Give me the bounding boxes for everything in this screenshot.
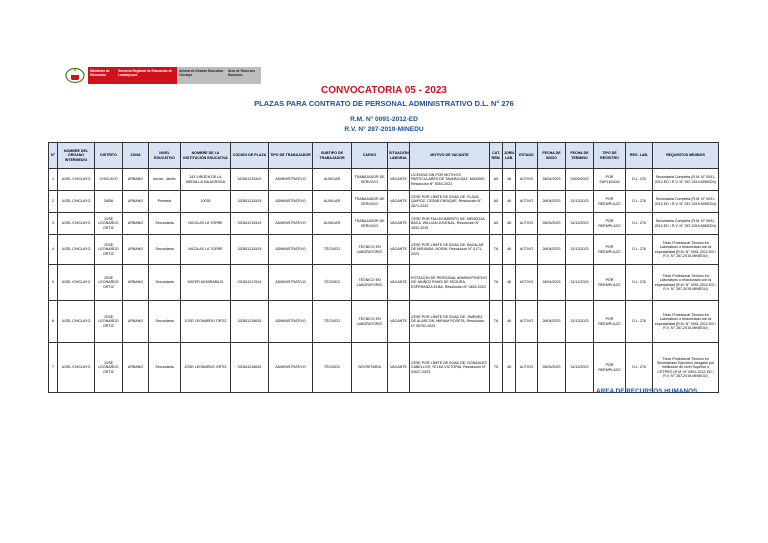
table-cell: D.L. 276 — [626, 169, 653, 191]
table-cell: ADMINISTRATIVO — [269, 169, 313, 191]
table-cell: TÉCNICO — [313, 301, 352, 343]
table-cell: URBANO — [123, 235, 149, 265]
table-cell: VACANTE — [388, 169, 410, 191]
table-cell: 31/12/2023 — [566, 191, 594, 213]
table-cell: VACANTE — [388, 191, 410, 213]
table-cell: JOSE LEONARDO ORTIZ — [181, 301, 231, 343]
table-cell: ACTIVO — [516, 343, 538, 393]
ministry-label: Ministerio de Educación — [88, 67, 116, 84]
table-cell: UGEL CHICLAYO — [58, 265, 95, 301]
table-cell: ACTIVO — [516, 235, 538, 265]
table-cell: ACTIVO — [516, 265, 538, 301]
table-cell: ADMINISTRATIVO — [269, 343, 313, 393]
col-header: ESTADO — [516, 143, 538, 169]
table-row — [49, 265, 719, 301]
table-cell: 28/04/2023 — [538, 265, 566, 301]
document-title: CONVOCATORIA 05 - 2023 — [321, 85, 447, 96]
table-cell: Secundaria — [149, 265, 181, 301]
table-cell: SECRETARIA — [352, 343, 388, 393]
col-header: SITUACIÓN LABORAL — [388, 143, 410, 169]
document-subtitle: PLAZAS PARA CONTRATO DE PERSONAL ADMINISTRATIVO D.L. N° 276 — [254, 99, 514, 108]
table-cell: Inicial - Jardín — [149, 169, 181, 191]
table-cell: TÉCNICO — [313, 265, 352, 301]
table-cell: Título Profesional Técnico en Laboratorio o relacionado con la especialidad (R.M. N° 0091-2012-ED / R.V. N° 287-2019-MINEDU) — [653, 235, 719, 265]
table-cell: MATER ADMIRABILIS — [181, 265, 231, 301]
table-cell: 020811215410 — [231, 169, 269, 191]
table-cell: 1 — [49, 169, 58, 191]
table-cell: AUXILIAR — [313, 213, 352, 235]
table-row — [49, 235, 719, 265]
table-cell: T6 — [490, 235, 503, 265]
table-cell: JOSE LEONARDO ORTIZ — [95, 343, 123, 393]
table-cell: NICOLAS LA TORRE — [181, 235, 231, 265]
table-cell: 10035 — [181, 191, 231, 213]
table-cell: 48 — [503, 265, 516, 301]
table-cell: 28/04/2023 — [538, 235, 566, 265]
table-cell: TRABAJADOR DE SERVICIO — [352, 213, 388, 235]
table-row — [49, 301, 719, 343]
table-cell: 020811215419 — [231, 191, 269, 213]
col-header: ZONA — [123, 143, 149, 169]
table-cell: 7 — [49, 343, 58, 393]
table-cell: D.L. 276 — [626, 265, 653, 301]
table-cell: Secundaria — [149, 301, 181, 343]
table-cell: CESE POR LÍMITE DE EDAD DE: PLAZA QUIROZ, CESAR ENRIQUE, Resolución N° 2871-2022 — [410, 191, 490, 213]
ugel-label: Unidad de Gestión Educativa Chiclayo — [177, 67, 226, 84]
table-cell: 48 — [503, 301, 516, 343]
table-cell: ADMINISTRATIVO — [269, 235, 313, 265]
table-cell: LICENCIA SIN POR MOTIVOS PARTICULARES DE TAVARA DÍAZ, MAXIMO, Resolución N° 5054-2023 — [410, 169, 490, 191]
table-cell: VACANTE — [388, 343, 410, 393]
table-cell: TÉCNICO — [313, 343, 352, 393]
table-cell: 4 — [49, 235, 58, 265]
table-cell: D.L. 276 — [626, 343, 653, 393]
table-cell: CESE POR LÍMITE DE EDAD DE: JIMENEZ DE ALARCON, MIRIAM ROSETA, Resolución N° 05702-2023 — [410, 301, 490, 343]
col-header: CARGO — [352, 143, 388, 169]
table-cell: 2 — [49, 191, 58, 213]
table-cell: CHICLAYO — [95, 169, 123, 191]
col-header: FECHA DE TERMINO — [566, 143, 594, 169]
table-cell: ADMINISTRATIVO — [269, 301, 313, 343]
col-header: FECHA DE INICIO — [538, 143, 566, 169]
table-cell: Secundaria — [149, 235, 181, 265]
table-cell: T5 — [490, 343, 503, 393]
table-header-row — [49, 143, 719, 169]
table-cell: 31/12/2023 — [566, 265, 594, 301]
table-cell: ADMINISTRATIVO — [269, 191, 313, 213]
table-cell: URBANO — [123, 301, 149, 343]
table-cell: VACANTE — [388, 235, 410, 265]
table-cell: 48 — [503, 343, 516, 393]
table-cell: 28/04/2023 — [538, 301, 566, 343]
col-header: JORN. LAB. — [503, 143, 516, 169]
table-cell: D.L. 276 — [626, 213, 653, 235]
table-cell: 020811218615 — [231, 343, 269, 393]
table-cell: URBANO — [123, 343, 149, 393]
table-cell: 48 — [503, 235, 516, 265]
table-cell: AUXILIAR — [313, 169, 352, 191]
table-cell: ADMINISTRATIVO — [269, 265, 313, 301]
table-cell: POR REEMPLAZO — [594, 265, 626, 301]
col-header: CODIGO DE PLAZA — [231, 143, 269, 169]
table-cell: 3 — [49, 213, 58, 235]
table-cell: 020811215419 — [231, 213, 269, 235]
table-cell: Título Profesional Técnico en Laboratorio o relacionado con la especialidad (R.M. N° 0091-2012-ED / R.V. N° 287-2019-MINEDU) — [653, 301, 719, 343]
table-cell: UGEL CHICLAYO — [58, 169, 95, 191]
table-cell: 343 VIRGEN DE LA MEDALLA MILAGROSA — [181, 169, 231, 191]
table-cell: 31/12/2023 — [566, 213, 594, 235]
table-cell: Secundaria Completa (R.M. N° 0091-2012-ED / R.V. N° 287-2019-MINEDU) — [653, 169, 719, 191]
table-cell: TRABAJADOR DE SERVICIO — [352, 169, 388, 191]
table-cell: ACTIVO — [516, 301, 538, 343]
table-cell: VACANTE — [388, 265, 410, 301]
peru-crest-icon — [62, 67, 88, 84]
table-cell: URBANO — [123, 191, 149, 213]
table-cell: TRABAJADOR DE SERVICIO — [352, 191, 388, 213]
table-cell: JOSE LEONARDO ORTIZ — [95, 265, 123, 301]
table-cell: 020811217614 — [231, 265, 269, 301]
table-cell: AUXILIAR — [313, 191, 352, 213]
col-header: NOMBRE DE LA INSTITUCIÓN EDUCATIVA — [181, 143, 231, 169]
table-cell: ROTACIÓN DE PERSONAL ADMINISTRATIVO DE: MUÑOZ RIVAS DE SEGURA, ESPERANZA ELBA, Resolución N° 0453-2023 — [410, 265, 490, 301]
table-cell: 31/12/2023 — [566, 343, 594, 393]
table-cell: Título Profesional Técnico en Secretariado Ejecutivo otorgado por Institución de nivel Superior o CETPRO (R.M. N° 0091-2012-ED / R.V. N° 287-2019-MINEDU) — [653, 343, 719, 393]
col-header: DISTRITO — [95, 143, 123, 169]
table-cell: CESE POR LÍMITE DE EDAD DE: GONZALES CABELLOS, YELKA VICTORIA, Resolución N° 03027-2023 — [410, 343, 490, 393]
table-cell: VACANTE — [388, 301, 410, 343]
table-cell: 03/09/2023 — [566, 169, 594, 191]
col-header: REQUISITOS MÍNIMOS — [653, 143, 719, 169]
table-cell: 5 — [49, 265, 58, 301]
table-cell: ADMINISTRATIVO — [269, 213, 313, 235]
col-header: SUBTIPO DE TRABAJADOR — [313, 143, 352, 169]
col-header: TIPO DE REGISTRO — [594, 143, 626, 169]
table-cell: 48 — [503, 169, 516, 191]
table-cell: UGEL CHICLAYO — [58, 213, 95, 235]
table-cell: D.L. 276 — [626, 301, 653, 343]
vacancies-table — [48, 142, 719, 393]
table-cell: ACTIVO — [516, 191, 538, 213]
table-cell: 28/04/2023 — [538, 191, 566, 213]
col-header: NIVEL EDUCATIVO — [149, 143, 181, 169]
table-cell: D.L. 276 — [626, 191, 653, 213]
table-cell: UGEL CHICLAYO — [58, 301, 95, 343]
table-cell: 6 — [49, 301, 58, 343]
table-cell: 48 — [503, 191, 516, 213]
table-cell: A5 — [490, 191, 503, 213]
table-row — [49, 213, 719, 235]
table-row — [49, 169, 719, 191]
table-row — [49, 343, 719, 393]
table-cell: Primaria — [149, 191, 181, 213]
table-cell: T6 — [490, 301, 503, 343]
col-header: MOTIVO DE VACANTE — [410, 143, 490, 169]
table-cell: D.L. 276 — [626, 235, 653, 265]
table-cell: Secundaria — [149, 343, 181, 393]
table-cell: TÉCNICO — [313, 235, 352, 265]
table-cell: ZAÑA — [95, 191, 123, 213]
institution-header — [62, 67, 261, 84]
table-cell: UGEL CHICLAYO — [58, 235, 95, 265]
table-cell: 48 — [503, 213, 516, 235]
table-cell: Secundaria Completa (R.M. N° 0091-2012-ED / R.V. N° 287-2019-MINEDU) — [653, 191, 719, 213]
table-row — [49, 191, 719, 213]
table-cell: TÉCNICO EN LABORATORIO — [352, 265, 388, 301]
table-cell: JOSE LEONARDO ORTIZ — [95, 301, 123, 343]
col-header: NOMBRE DEL ÓRGANO INTERMEDIO — [58, 143, 95, 169]
col-header: TIPO DE TRABAJADOR — [269, 143, 313, 169]
table-cell: POR REEMPLAZO — [594, 343, 626, 393]
table-cell: A5 — [490, 169, 503, 191]
table-cell: JOSE LEONARDO ORTIZ — [181, 343, 231, 393]
table-cell: URBANO — [123, 213, 149, 235]
table-cell: 020811218615 — [231, 301, 269, 343]
table-cell: TÉCNICO EN LABORATORIO — [352, 235, 388, 265]
table-cell: 28/04/2023 — [538, 213, 566, 235]
table-cell: Secundaria Completa (R.M. N° 0091-2012-ED / R.V. N° 287-2019-MINEDU) — [653, 213, 719, 235]
table-cell: CESE POR LÍMITE DE EDAD DE: BAZALAR DE MIRANDA, NOEMI, Resolución N° 0171-2023 — [410, 235, 490, 265]
table-cell: CESE POR FALLECIMIENTO DE: MENDOZA BACA, WILLIAM JUVENAL, Resolución N° 4532-2019 — [410, 213, 490, 235]
table-cell: NICOLAS LA TORRE — [181, 213, 231, 235]
footer-signature: AREA DE RECURSOS HUMANOS — [596, 388, 698, 395]
table-cell: 28/04/2023 — [538, 169, 566, 191]
table-cell: ACTIVO — [516, 213, 538, 235]
table-cell: POR REEMPLAZO — [594, 213, 626, 235]
table-cell: JOSE LEONARDO ORTIZ — [95, 213, 123, 235]
table-cell: Secundaria — [149, 213, 181, 235]
table-cell: UGEL CHICLAYO — [58, 191, 95, 213]
col-header: REG. LAB. — [626, 143, 653, 169]
table-cell: 31/12/2023 — [566, 301, 594, 343]
table-cell: Título Profesional Técnico en Laboratorio o relacionado con la especialidad (R.M. N° 0091-2012-ED / R.V. N° 287-2019-MINEDU) — [653, 265, 719, 301]
hr-area-label: Área de Recursos Humanos — [226, 67, 261, 84]
table-cell: TÉCNICO EN LABORATORIO — [352, 301, 388, 343]
table-cell: POR REEMPLAZO — [594, 235, 626, 265]
table-cell: URBANO — [123, 169, 149, 191]
table-cell: ACTIVO — [516, 169, 538, 191]
table-cell: POR REEMPLAZO — [594, 301, 626, 343]
regional-office-label: Gerencia Regional de Educación de Lambayeque — [116, 67, 177, 84]
table-cell: URBANO — [123, 265, 149, 301]
table-cell: T6 — [490, 265, 503, 301]
table-cell: POR REEMPLAZO — [594, 191, 626, 213]
col-header: N° — [49, 143, 58, 169]
table-cell: POR SUPLENCIA — [594, 169, 626, 191]
table-cell: 020811215419 — [231, 235, 269, 265]
vice-ministerial-resolution: R.V. N° 287-2019-MINEDU — [344, 126, 424, 133]
table-cell: A5 — [490, 213, 503, 235]
table-cell: 28/04/2023 — [538, 343, 566, 393]
table-cell: 31/12/2023 — [566, 235, 594, 265]
table-cell: UGEL CHICLAYO — [58, 343, 95, 393]
col-header: CAT. REM. — [490, 143, 503, 169]
table-cell: VACANTE — [388, 213, 410, 235]
table-cell: JOSE LEONARDO ORTIZ — [95, 235, 123, 265]
ministerial-resolution: R.M. N° 0091-2012-ED — [350, 116, 418, 123]
